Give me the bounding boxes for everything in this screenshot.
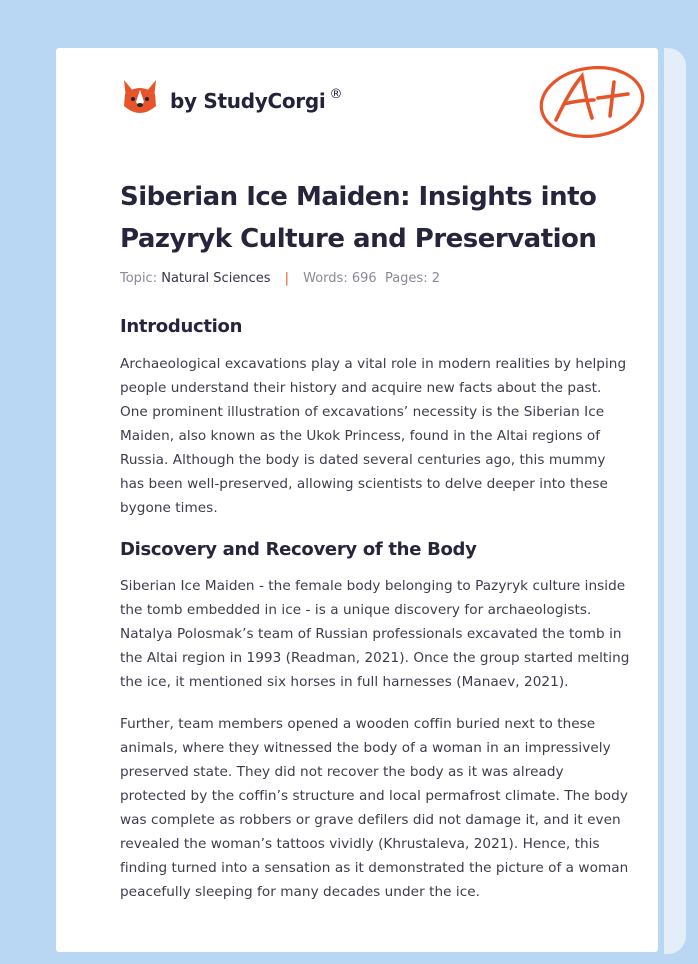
section-heading-introduction: Introduction [120, 316, 243, 337]
section-heading-discovery: Discovery and Recovery of the Body [120, 539, 477, 560]
a-plus-grade-icon [536, 60, 648, 144]
paragraph: Archaeological excavations play a vital role in modern realities by helping people understand their history and acquire new facts about the past. One prominent illustration of excavations’ necessity is the Siberian Ice Maiden, also known as the Ukok Princess, found in the Altai regions of Russia. Although the body is dated several centuries ago, this mummy has been well-preserved, allowing scientists to delve deeper into these bygone times. [120, 356, 627, 516]
document-page [56, 48, 658, 952]
paragraph: Siberian Ice Maiden - the female body belonging to Pazyryk culture inside the tomb embedded in ice - is a unique discovery for archaeologists. Natalya Polosmak’s team of Russian professionals excavated the tomb in the Altai region in 1993 (Readman, 2021). Once the group started melting the ice, it mentioned six horses in full harnesses (Manaev, 2021). [120, 578, 630, 690]
pages-label: Pages: [384, 271, 428, 286]
article-title: Siberian Ice Maiden: Insights into Pazyryk Culture and Preservation [120, 182, 597, 254]
page-shadow [664, 48, 686, 954]
brand-name [170, 89, 342, 113]
pages-value: 2 [431, 271, 440, 286]
words-value: 696 [351, 271, 377, 286]
paragraph: Further, team members opened a wooden coffin buried next to these animals, where they witnessed the body of a woman in an impressively preserved state. They did not recover the body as it was already protected by the coffin’s structure and local permafrost climate. The body was complete as robbers or grave defilers did not damage it, and it even revealed the woman’s tattoos vividly (Khrustaleva, 2021). Hence, this finding turned into a sensation as it demonstrated the picture of a woman peacefully sleeping for many decades under the ice. [120, 716, 629, 900]
topic-link[interactable]: Natural Sciences [161, 271, 271, 286]
meta-separator: | [284, 271, 289, 286]
article-meta [120, 269, 632, 289]
registered-mark: ® [329, 87, 343, 102]
corgi-icon [120, 76, 160, 120]
topic-label: Topic: [120, 271, 158, 286]
studycorgi-logo[interactable] [120, 76, 342, 120]
brand-text: by StudyCorgi [170, 89, 326, 113]
words-label: Words: [303, 271, 348, 286]
article [120, 176, 632, 904]
